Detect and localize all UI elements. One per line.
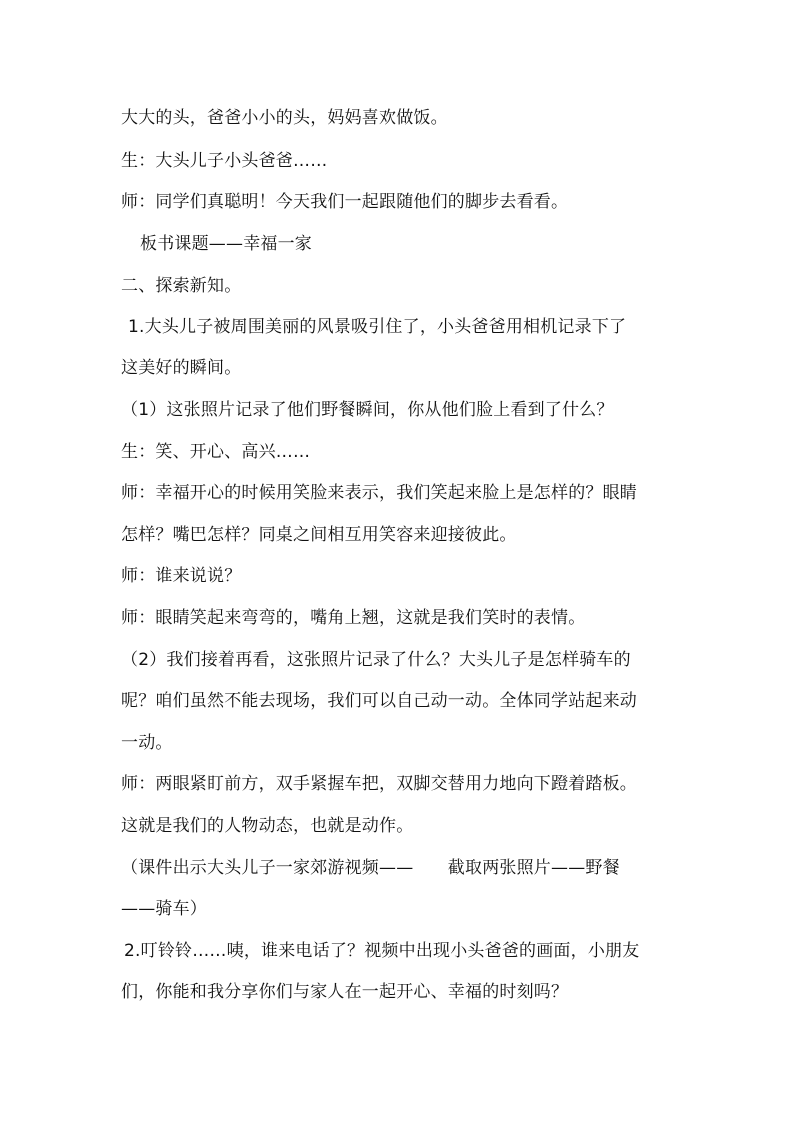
text-line: 师：两眼紧盯前方，双手紧握车把，双脚交替用力地向下蹬着踏板。 (121, 774, 637, 794)
text-line: 板书课题——幸福一家 (140, 234, 312, 254)
text-line: 这美好的瞬间。 (121, 358, 242, 378)
text-line: ——骑车） (121, 899, 207, 919)
text-line: 大大的头，爸爸小小的头，妈妈喜欢做饭。 (121, 108, 448, 128)
text-line: 这就是我们的人物动态，也就是动作。 (121, 816, 414, 836)
text-line: （课件出示大头儿子一家郊游视频—— 截取两张照片——野餐 (121, 858, 620, 878)
text-line: 师：谁来说说？ (121, 566, 242, 586)
text-line: 1.大头儿子被周围美丽的风景吸引住了，小头爸爸用相机记录下了 (128, 317, 627, 337)
text-line: 呢？咱们虽然不能去现场，我们可以自己动一动。全体同学站起来动 (121, 691, 637, 711)
text-line: 生：笑、开心、高兴…… (121, 442, 311, 462)
text-line: 2.叮铃铃……咦，谁来电话了？视频中出现小头爸爸的画面，小朋友 (124, 941, 640, 961)
text-line: 生：大头儿子小头爸爸…… (121, 151, 328, 171)
text-line: 一动。 (121, 733, 173, 753)
text-line: （2）我们接着再看，这张照片记录了什么？大头儿子是怎样骑车的 (121, 650, 631, 670)
text-line: 师：幸福开心的时候用笑脸来表示，我们笑起来脸上是怎样的？眼睛 (121, 483, 637, 503)
text-line: （1）这张照片记录了他们野餐瞬间，你从他们脸上看到了什么？ (121, 400, 614, 420)
text-line: 师：同学们真聪明！今天我们一起跟随他们的脚步去看看。 (121, 192, 569, 212)
text-line: 怎样？嘴巴怎样？同桌之间相互用笑容来迎接彼此。 (121, 525, 517, 545)
text-line: 师：眼睛笑起来弯弯的，嘴角上翘，这就是我们笑时的表情。 (121, 608, 586, 628)
text-line: 们，你能和我分享你们与家人在一起开心、幸福的时刻吗？ (121, 982, 569, 1002)
text-line: 二、探索新知。 (121, 276, 242, 296)
